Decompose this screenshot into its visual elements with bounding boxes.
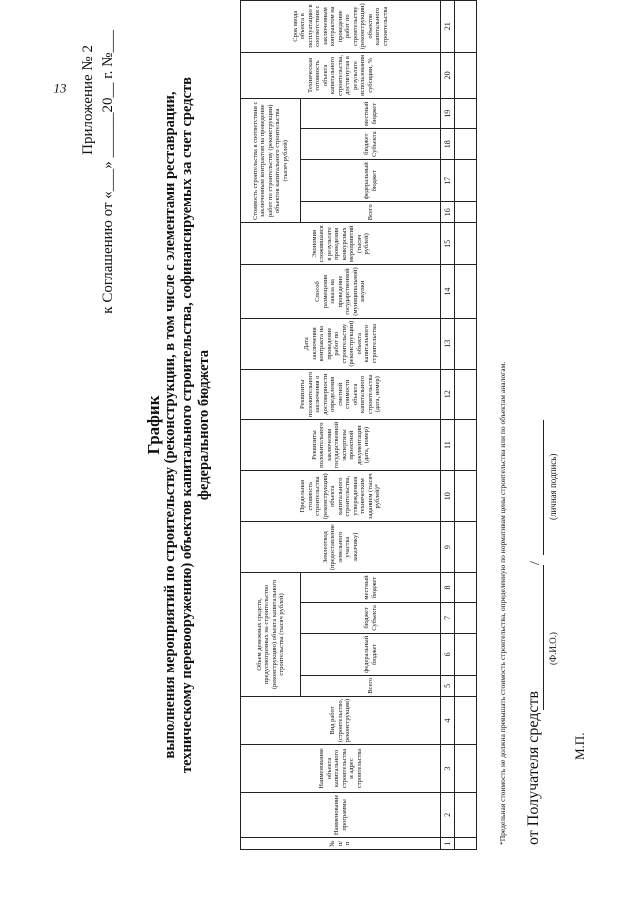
header-expertise: Реквизиты положительного заключения государственной экспертизы проектной документации (дата, номер)	[241, 419, 441, 470]
table-cell	[455, 369, 477, 419]
header-cost-group: Стоимость строительства в соответствии с заключенным контрактом на проведение работ по строительству (реконструкции) объектов капитального строительства (тысяч рублей)	[241, 99, 301, 223]
title-line-3: техническому перевооружению) объектов капитального строительства, софинансируемых за счет средств	[179, 77, 195, 773]
column-number-cell: 5	[441, 675, 455, 696]
column-number-cell: 8	[441, 573, 455, 603]
column-number-cell: 20	[441, 52, 455, 99]
header-funds-subject: бюджет Субъекта	[301, 602, 441, 633]
footnote: *Предельная стоимость не должна превышать стоимость строительства, определенную по нормативам цены строительства или по объектам аналогам.	[498, 361, 507, 845]
table-cell	[455, 745, 477, 792]
agreement-label: к Соглашению от «___» ______20__ г. №___	[100, 30, 116, 314]
column-number-cell: 3	[441, 745, 455, 792]
header-contract-date: Дата заключения контракта на проведение работ по строительству (реконструкции) объекта капитального строительства	[241, 318, 441, 369]
table-cell	[455, 573, 477, 603]
column-number-cell: 21	[441, 1, 455, 53]
document-title	[145, 65, 213, 785]
table-cell	[455, 318, 477, 369]
header-estimate: Реквизиты положительного заключения о достоверности определения сметной стоимости объекта капитального строительства (дата, номер)	[241, 369, 441, 419]
column-number-cell: 13	[441, 318, 455, 369]
table-cell	[455, 99, 477, 129]
table-cell	[455, 792, 477, 838]
table-cell	[455, 129, 477, 160]
stamp-label: М.П.	[572, 732, 587, 760]
signature-line	[543, 420, 544, 555]
table-cell	[455, 838, 477, 850]
separator-slash: /	[528, 561, 543, 565]
column-numbers-row	[441, 1, 455, 850]
header-order-method: Способ размещения заказа на проведение государственной (муниципальной) закупки	[241, 265, 441, 318]
column-number-cell: 12	[441, 369, 455, 419]
table-cell	[455, 522, 477, 573]
column-number-cell: 15	[441, 223, 455, 265]
title-line-4: федерального бюджета	[196, 349, 212, 501]
table-cell	[455, 602, 477, 633]
table-cell	[455, 52, 477, 99]
header-land: Землеотвод (предоставление земельного участка заказчику)	[241, 522, 441, 573]
header-readiness: Техническая готовность объекта капитального строительства, достигнутая в результате использования субсидии, %	[241, 52, 441, 99]
header-cost-subject: бюджет Субъекта	[301, 129, 441, 160]
column-number-cell: 14	[441, 265, 455, 318]
header-program: Наименование программы	[241, 792, 441, 838]
header-funds-federal: федеральный бюджет	[301, 633, 441, 675]
header-no: № п/п	[241, 838, 441, 850]
fio-line	[543, 565, 544, 710]
column-number-cell: 1	[441, 838, 455, 850]
table-cell	[455, 419, 477, 470]
schedule-table	[240, 0, 477, 850]
table-cell	[455, 675, 477, 696]
table-cell	[455, 633, 477, 675]
header-commission: Срок ввода объекта в эксплуатацию в соответствии с заключенным контрактом на проведение работ по строительству (реконструкции) объектов капитального строительства	[241, 1, 441, 53]
recipient-label: от Получателя средств	[525, 690, 542, 845]
header-cost-local: местный бюджет	[301, 99, 441, 129]
column-number-cell: 9	[441, 522, 455, 573]
header-work-type: Вид работ (строительство, реконструкция)	[241, 696, 441, 745]
column-number-cell: 6	[441, 633, 455, 675]
fio-caption: (Ф.И.О.)	[548, 632, 558, 665]
header-max-cost: Предельная стоимость строительства (реконструкции) объекта капитального строительства, утвержденная техническим заданием (тысяч рублей)*	[241, 471, 441, 522]
table-row	[455, 1, 477, 850]
signature-caption: (личная подпись)	[548, 453, 558, 520]
table-cell	[455, 265, 477, 318]
column-number-cell: 16	[441, 202, 455, 223]
header-savings: Экономия сложившаяся в результате проведения конкурсных мероприятий (тысяч рублей)	[241, 223, 441, 265]
title-line-2: выполнения мероприятий по строительству (реконструкции, в том числе с элементами реставрации,	[162, 91, 178, 759]
header-funds-total: Всего	[301, 675, 441, 696]
table-cell	[455, 160, 477, 202]
header-funds-group: Объем денежных средств, предусмотренных на строительство (реконструкцию) объекта капитального строительства (тысяч рублей)	[241, 573, 301, 697]
table-cell	[455, 1, 477, 53]
table-cell	[455, 223, 477, 265]
header-cost-total: Всего	[301, 202, 441, 223]
table-cell	[455, 696, 477, 745]
column-number-cell: 7	[441, 602, 455, 633]
page-number: 13	[53, 80, 67, 96]
appendix-label: Приложение № 2	[80, 45, 96, 155]
column-number-cell: 4	[441, 696, 455, 745]
table-cell	[455, 471, 477, 522]
header-cost-federal: федеральный бюджет	[301, 160, 441, 202]
column-number-cell: 17	[441, 160, 455, 202]
column-number-cell: 18	[441, 129, 455, 160]
title-line-1: График	[144, 395, 163, 455]
column-number-cell: 11	[441, 419, 455, 470]
column-number-cell: 19	[441, 99, 455, 129]
table-cell	[455, 202, 477, 223]
column-number-cell: 10	[441, 471, 455, 522]
header-object: Наименование объекта капитального строительства и адрес строительства	[241, 745, 441, 792]
column-number-cell: 2	[441, 792, 455, 838]
header-funds-local: местный бюджет	[301, 573, 441, 603]
